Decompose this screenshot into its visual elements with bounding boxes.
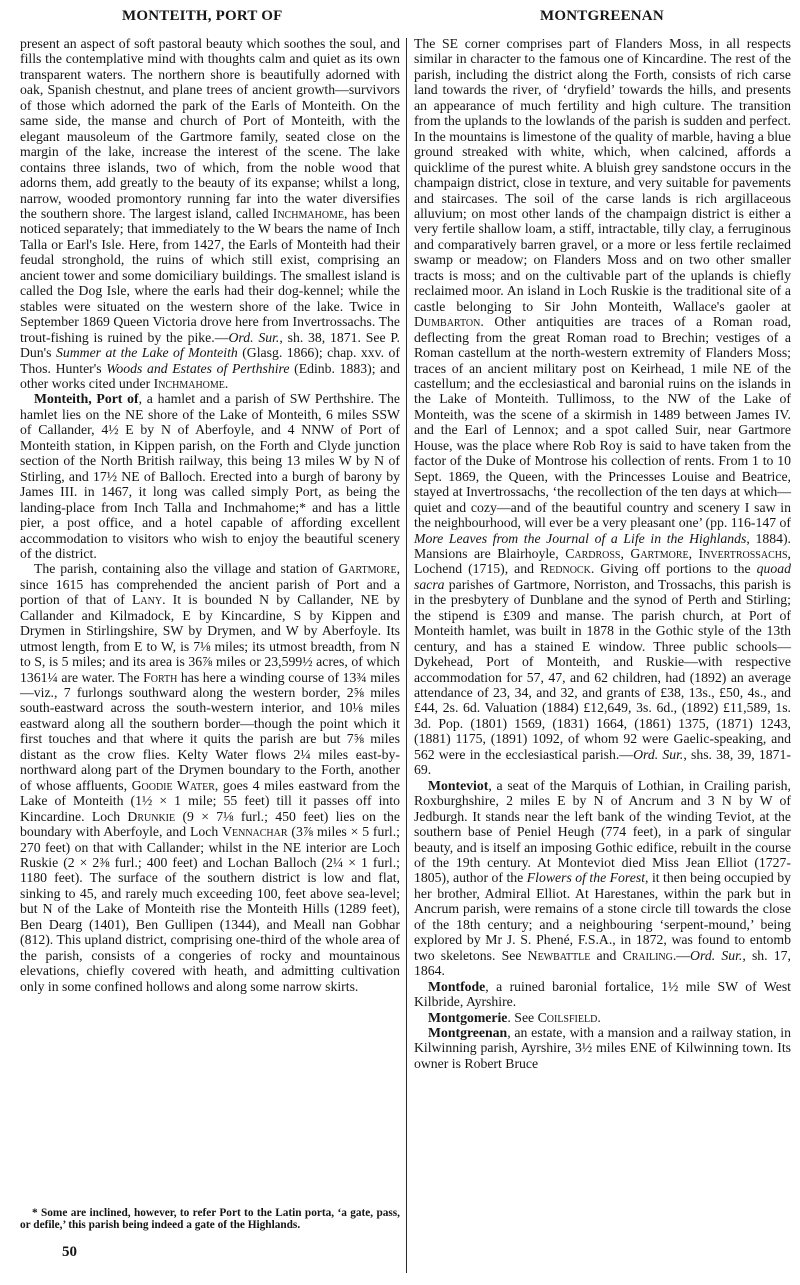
italic-citation: Ord. Sur. [228,329,280,345]
body-text: , goes 4 miles eastward from the Lake of Monteith (1½ × 1 mile; 55 feet) till it passes off into Kincardine. Loch [20,777,400,824]
cross-reference: Inchmahome [153,375,225,391]
body-text: present an aspect of soft pastoral beauty which soothes the soul, and fills the contemplative mind with thoughts calm and quiet as its own transparent waters. The northern shore is beautifully adorned with oak, Spanish chestnut, and plane trees of ancient growth—survivors of those which adorned the park of the Earls of Monteith. On the same side, the manse and church of Port of Monteith, with the elegant mausoleum of the Gartmore family, seated close on the margin of the lake, increase the interest of the scene. The lake contains three islands, two of which, from the noble wood that adorns them, add greatly to the beauty of its expanse; whilst a long, narrow, wooded promontory running far into the water diversifies the southern shore. The largest island, called [20,36,400,221]
italic-citation: Woods and Estates of Perthshire [106,360,290,376]
paragraph [414,1010,791,1025]
italic-citation: quoad sacra [414,561,791,592]
paragraph [414,1025,791,1071]
header-left: MONTEITH, PORT OF [122,8,283,24]
body-text: , Lochend (1715), and [414,545,791,577]
left-column [20,36,400,1236]
page-number: 50 [62,1244,77,1260]
italic-citation: More Leaves from the Journal of a Life in the Highlands [414,530,747,546]
entry-headword: Monteith, Port of [34,391,139,407]
cross-reference: Coilsfield [537,1009,598,1025]
body-text: , it then being occupied by her brother, Admiral Elliot. At Harestanes, within the park but in Ancrum parish, were remains of a stone circle till towards the close of the 18th century; and a neighbouring ‘serpent-mound,’ being explored by Mr J. S. Phené, F.S.A., in 1872, was found to entomb two skeletons. See [414,870,791,963]
body-text: , sh. 17, 1864. [414,947,791,979]
cross-reference: Rednock [539,561,591,577]
cross-reference: Goodie Water [131,777,215,793]
header-right: MONTGREENAN [540,8,664,24]
running-header [20,8,790,30]
body-text: , has been noticed separately; that immediately to the W bears the name of Inch Talla or Earl's Isle. Here, from 1427, the Earls of Monteith had their feudal stronghold, the ruins of which still exist, comprising an ancient tower and some domiciliary buildings. The smallest island is called the Dog Isle, where the earls had their dog-kennel; while the stables were situated on the western shore of the lake. Twice in September 1869 Queen Victoria drove here from Invertrossachs. The trout-fishing is ruined by the pike.— [20,205,400,345]
paragraph [414,979,791,1010]
paragraph [414,36,791,778]
cross-reference: Newbattle [527,947,591,963]
body-text: has here a winding course of 13¾ miles—viz., 7 furlongs southward along the western border, 2⅝ miles south-eastward across the south-western interior, and 10⅛ miles eastward along all the southern border—though the point which it first touches and that where it quits the parish are but 7⅝ miles distant as the crow flies. Kelty Water flows 2¼ miles east-by-northward along part of the Drymen boundary to the Forth, another of whose affluents, [20,669,400,793]
body-text: . Other antiquities are traces of a Roman road, deflecting from the great Roman road to Brechin; vestiges of a Roman castellum at the north-western extremity of Flanders Moss; traces of an ancient military post on Keirhead, 1 mile NE of the castellum; and the ecclesiastical and baronial ruins on the islands in the Lake of Monteith. Tullimoss, to the NW of the Lake of Monteith, was the scene of a skirmish in 1489 between James IV. and the Earl of Lennox; and a spot called Suir, near Gartmore House, was the place where Rob Roy is said to have taken from the factor of the Duke of Montrose his collection of rents. From 1 to 10 Sept. 1869, the Queen, with the Princesses Louise and Beatrice, stayed at Invertrossachs, ‘the recollection of the ten days at which—quiet and cozy—and of the beautiful country and scenery I saw in the neighbourhood, will ever be a very pleasant one’ (pp. 116-147 of [414,314,791,531]
paragraph [20,561,400,994]
body-text: and [590,947,623,963]
cross-reference: Vennachar [222,824,288,840]
body-text: , a ruined baronial fortalice, 1½ mile SW of West Kilbride, Ayrshire. [414,978,791,1010]
body-text: . It is bounded N by Callander, NE by Callander and Kilmadock, E by Kincardine, S by Kippen and Drymen in Stirlingshire, SW by Drymen, and W by Aberfoyle. Its utmost length, from E to W, is 7⅛ miles; its utmost breadth, from N to S, is 5 miles; and its area is 36⅞ miles or 23,599½ acres, of which 1361¼ are water. The [20,592,400,685]
cross-reference: Forth [143,669,178,685]
right-column [414,36,791,1276]
body-text: The parish, containing also the village and station of [34,561,339,577]
paragraph [20,36,400,391]
body-text: , since 1615 has comprehended the ancient parish of Port and a portion of that of [20,561,400,608]
body-text: The SE corner comprises part of Flanders Moss, in all respects similar in character to the famous one of Kincardine. The rest of the parish, including the district along the Forth, consists of rich carse land towards the river, of ‘dryfield’ towards the hills, and presents an appearance of much fertility and high culture. The transition from the uplands to the lowlands of the parish is sudden and perfect. In the mountains is limestone of the quality of marble, having a blue ground streaked with white, which, when calcined, affords a quicklime of the purest white. A bluish grey sandstone occurs in the champaign district, close in texture, and very suitable for pavements and staircases. The soil of the carse lands is rich argillaceous alluvium; on most other lands of the champaign district is either a very fertile shallow loam, a stiff, intractable, tilly clay, a ferruginous and comparatively barren gravel, or a more or less fertile reclaimed swamp or meadow; on Flanders Moss and on two other smaller tracts is moss; and on the cultivable part of the uplands is chiefly reclaimed moor. An island in Loch Ruskie is the traditional site of a castle belonging to Sir John Monteith, Wallace's gaoler at [414,36,791,314]
body-text: . Giving off portions to the [590,561,757,577]
paragraph [20,391,400,561]
body-text: .— [672,947,691,963]
body-text: . See [507,1009,538,1025]
entry-headword: Monteviot [428,777,489,793]
body-text: . [597,1009,601,1025]
footnote: * Some are inclined, however, to refer Port to the Latin porta, ‘a gate, pass, or defile,’ this parish being indeed a gate of the Highlands. [20,1207,400,1232]
cross-reference: Gartmore [338,561,397,577]
cross-reference: Crailing [622,947,673,963]
body-text: , an estate, with a mansion and a railway station, in Kilwinning parish, Ayrshire, 3½ miles ENE of Kilwinning town. Its owner is Robert Bruce [414,1025,791,1071]
paragraph [414,778,791,979]
cross-reference: Dumbarton [414,314,481,330]
body-text: (3⅞ miles × 5 furl.; 270 feet) on that with Callander; whilst in the NE interior are Loch Ruskie (2 × 2⅜ furl.; 400 feet) and Lochan Balloch (2¼ × 1 furl.; 1180 feet). The surface of the southern district is low and flat, sinking to 45, and rarely much exceeding 100, feet above sea-level; but N of the Lake of Monteith rise the Monteith Hills (1289 feet), Ben Dearg (1401), Ben Gullipen (1344), and Meall nan Gobhar (812). This upland district, comprising one-third of the whole area of the parish, consists of a congeries of rocky and mountainous elevations, chiefly covered with heath, and admitting cultivation only in some confined hollows and along some narrow skirts. [20,824,401,994]
body-text: , a hamlet and a parish of SW Perthshire. The hamlet lies on the NE shore of the Lake of Monteith, 6 miles SSW of Callander, 4½ E by N of Aberfoyle, and 4 NNW of Port of Monteith station, in Kippen parish, on the Forth and Clyde junction section of the North British railway, this being 13 miles W by N of Stirling, and 17½ NE of Balloch. Erected into a burgh of barony by James III. in 1467, it long was called simply Port, as being the landing-place from Inch Talla and Inchmahome;* and has a little pier, a post office, and a hotel capable of affording excellent accommodation to visitors who wish to enjoy the beautiful scenery of the district. [20,391,400,561]
body-text: . [224,375,229,391]
cross-reference: Inchmahome [272,205,345,221]
body-text: (Glasg. 1866); chap. xxv. of Thos. Hunter's [20,345,400,376]
body-text: (Edinb. 1883); and other works cited under [20,360,401,391]
entry-headword: Montgomerie [428,1009,508,1025]
cross-reference: Lany [131,592,163,608]
body-text: (9 × 7⅛ furl.; 450 feet) lies on the boundary with Aberfoyle, and Loch [20,808,400,840]
body-text: , sh. 38, 1871. See P. Dun's [20,329,400,361]
body-text: , 1884). Mansions are Blairhoyle, [414,530,791,561]
italic-citation: Flowers of the Forest [526,870,646,886]
body-text: , a seat of the Marquis of Lothian, in Crailing parish, Roxburghshire, 2 miles E by N of Ancrum and 3 N by W of Jedburgh. It stands near the left bank of the winding Teviot, at the southern base of Peniel Heugh (774 feet), in a park of singular beauty, and is itself an imposing Gothic edifice, rebuilt in the course of the 19th century. At Monteviot died Miss Jean Elliot (1727-1805), author of the [414,777,791,886]
italic-citation: Ord. Sur. [633,746,684,762]
entry-headword: Montfode [428,978,486,994]
cross-reference: Cardross, Gartmore, Invertrossachs [565,545,788,561]
cross-reference: Drunkie [127,808,176,824]
italic-citation: Ord. Sur. [690,947,743,963]
entry-headword: Montgreenan [428,1025,508,1040]
body-text: , shs. 38, 39, 1871-69. [414,746,791,778]
italic-citation: Summer at the Lake of Monteith [55,345,238,361]
body-text: parishes of Gartmore, Norriston, and Trossachs, this parish is in the presbytery of Dunblane and the synod of Perth and Stirling; the stipend is £309 and manse. The parish church, at Port of Monteith hamlet, was built in 1878 in the Gothic style of the 13th century, and has a stained E window. Three public schools—Dykehead, Port of Monteith, and Ruskie—with respective accommodation for 57, 47, and 62 children, had (1892) an average attendance of 23, 34, and 32, and grants of £38, 13s., £50, 4s., and £44, 2s. 6d. Valuation (1884) £12,649, 3s. 6d., (1892) £11,589, 1s. 3d. Pop. (1801) 1569, (1831) 1664, (1861) 1375, (1871) 1243, (1881) 1175, (1891) 1092, of whom 92 were Gaelic-speaking, and 562 were in the ecclesiastical parish.— [414,576,791,762]
column-divider [406,38,407,1273]
